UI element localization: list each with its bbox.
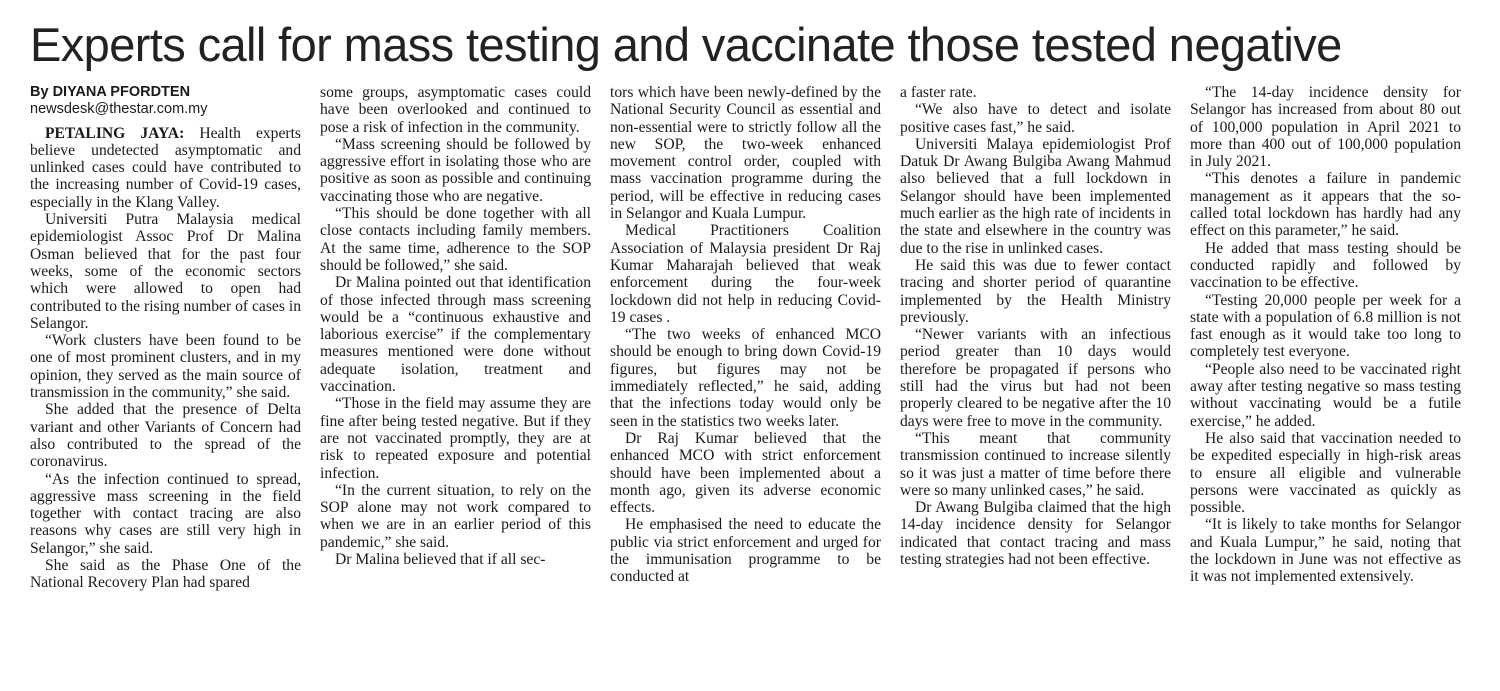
byline: By DIYANA PFORDTEN: [30, 84, 191, 100]
paragraph-text: Health experts believe undetected asymptomatic and unlinked cases could have contributed to the increasing number of Covid-19 cases, especially in the Klang Valley.: [30, 124, 301, 211]
paragraph: “This denotes a failure in pandemic management as it appears that the so-called total lockdown has hardly had any effect on this parameter,” he said.: [1190, 170, 1461, 240]
paragraph: He emphasised the need to educate the public via strict enforcement and urged for the immunisation programme to be conducted at: [610, 516, 881, 586]
paragraph: Dr Raj Kumar believed that the enhanced MCO with strict enforcement should have been implemented about a month ago, given its adverse economic effects.: [610, 429, 881, 517]
paragraph: Dr Malina believed that if all sec-: [335, 551, 546, 569]
author-email: newsdesk@thestar.com.my: [30, 101, 208, 118]
paragraph: Medical Practitioners Coalition Association of Malaysia president Dr Raj Kumar Maharajah believed that weak enforcement during the four-week lockdown did not help in reducing Covid-19 cases .: [610, 222, 881, 326]
paragraph: some groups, asymptomatic cases could have been overlooked and continued to pose a risk of infection in the community.: [320, 84, 591, 136]
paragraph: “The 14-day incidence density for Selangor has increased from about 80 out of 100,000 population in April 2021 to more than 400 out of 100,000 population in July 2021.: [1190, 84, 1461, 171]
lead-paragraph: [30, 125, 301, 211]
paragraph: Universiti Malaya epidemiologist Prof Datuk Dr Awang Bulgiba Awang Mahmud also believed that a full lockdown in Selangor should have been implemented much earlier as the high rate of incidents in the state and elsewhere in the country was due to the rise in unlinked cases.: [900, 135, 1171, 257]
paragraph: “Mass screening should be followed by aggressive effort in isolating those who are positive as soon as possible and continuing vaccinating those who are negative.: [320, 135, 591, 205]
paragraph: He said this was due to fewer contact tracing and shorter period of quarantine implemented by the Health Ministry previously.: [900, 256, 1171, 326]
article-column-2: [320, 84, 591, 568]
paragraph: “This should be done together with all close contacts including family members. At the same time, adherence to the SOP should be followed,” she said.: [320, 205, 591, 274]
paragraph: “In the current situation, to rely on the SOP alone may not work compared to when we are in an earlier period of this pandemic,” she said.: [320, 481, 591, 551]
paragraph: She said as the Phase One of the National Recovery Plan had spared: [30, 557, 301, 592]
paragraph: “It is likely to take months for Selangor and Kuala Lumpur,” he said, noting that the lockdown in June was not effective as it was not implemented extensively.: [1190, 516, 1461, 586]
article-column-3: [610, 84, 881, 586]
paragraph: Universiti Putra Malaysia medical epidemiologist Assoc Prof Dr Malina Osman believed that for the past four weeks, some of the economic sectors which were allowed to open had contributed to the rising number of cases in Selangor.: [30, 211, 301, 332]
article-column-5: [1190, 84, 1461, 586]
paragraph: “Those in the field may assume they are fine after being tested negative. But if they are not vaccinated promptly, they are at risk to repeated exposure and potential infection.: [320, 395, 591, 482]
article-column-1: [30, 84, 301, 592]
article-headline: Experts call for mass testing and vaccinate those tested negative: [30, 18, 1342, 71]
paragraph: Dr Awang Bulgiba claimed that the high 14-day incidence density for Selangor indicated that contact tracing and mass testing strategies had not been effective.: [900, 499, 1171, 569]
paragraph: “Newer variants with an infectious period greater than 10 days would therefore be propagated if persons who still had the virus but had not been properly cleared to be negative after the 10 days were free to move in the community.: [900, 326, 1171, 430]
paragraph: She added that the presence of Delta variant and other Variants of Concern had also contributed to the spread of the coronavirus.: [30, 401, 301, 471]
paragraph: “As the infection continued to spread, aggressive mass screening in the field together with contact tracing are also reasons why cases are still very high in Selangor,” she said.: [30, 470, 301, 557]
paragraph: tors which have been newly-defined by the National Security Council as essential and non-essential were to strictly follow all the new SOP, the two-week enhanced movement control order, coupled with mass vaccination programme during the period, will be effective in reducing cases in Selangor and Kuala Lumpur.: [610, 84, 881, 223]
paragraph: He added that mass testing should be conducted rapidly and followed by vaccination to be effective.: [1190, 239, 1461, 292]
paragraph: “Work clusters have been found to be one of most prominent clusters, and in my opinion, they served as the main source of transmission in the community,” she said.: [30, 332, 301, 402]
paragraph: Dr Malina pointed out that identification of those infected through mass screening would be a “continuous exhaustive and laborious exercise” if the complementary measures mentioned were done without adequate isolation, treatment and vaccination.: [320, 274, 591, 396]
paragraph: “We also have to detect and isolate positive cases fast,” he said.: [900, 101, 1171, 136]
paragraph: He also said that vaccination needed to be expedited especially in high-risk areas to ensure all eligible and vulnerable persons were vaccinated as quickly as possible.: [1190, 429, 1461, 517]
paragraph: “The two weeks of enhanced MCO should be enough to bring down Covid-19 figures, but figures may not be immediately reflected,” he said, adding that the infections today would only be seen in the statistics two weeks later.: [610, 326, 881, 430]
paragraph: “People also need to be vaccinated right away after testing negative so mass testing without vaccinating would be a futile exercise,” he added.: [1190, 360, 1461, 430]
dateline: PETALING JAYA:: [45, 124, 185, 142]
paragraph: a faster rate.: [900, 84, 977, 101]
paragraph: “Testing 20,000 people per week for a state with a population of 6.8 million is not fast enough as it would take too long to completely test everyone.: [1190, 291, 1461, 361]
paragraph: “This meant that community transmission continued to increase silently so it was just a matter of time before there were so many unlinked cases,” he said.: [900, 429, 1171, 499]
article-column-4: [900, 84, 1171, 568]
